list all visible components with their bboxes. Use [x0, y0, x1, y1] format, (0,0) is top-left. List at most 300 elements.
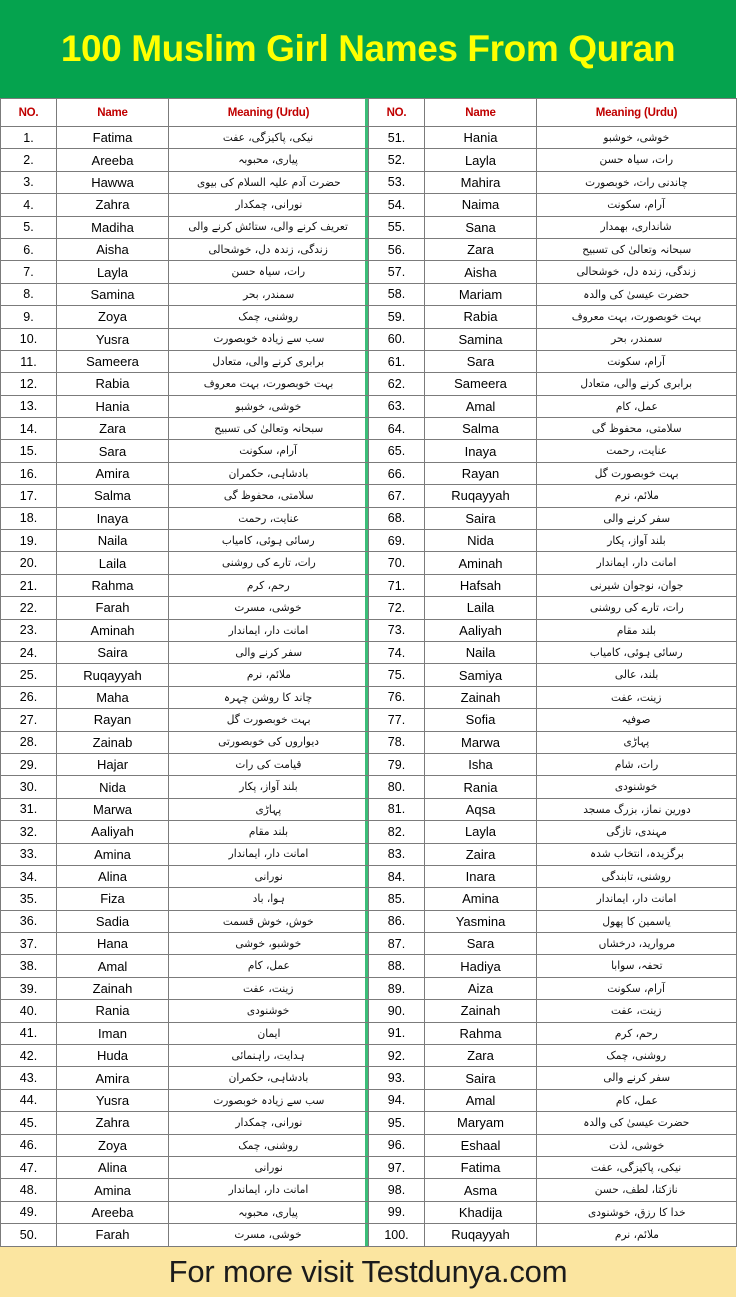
table-row [1, 395, 369, 417]
row-number: 87. [369, 933, 425, 955]
row-number: 90. [369, 1000, 425, 1022]
row-meaning-urdu: حضرت عیسیٰ کی والدہ [537, 283, 737, 305]
row-name: Layla [57, 261, 169, 283]
row-meaning-urdu: سمندر، بحر [537, 328, 737, 350]
row-number: 28. [1, 731, 57, 753]
row-name: Hawwa [57, 171, 169, 193]
table-row [1, 1112, 369, 1134]
row-number: 69. [369, 530, 425, 552]
table-row [369, 306, 737, 328]
table-row [369, 1000, 737, 1022]
row-name: Khadija [425, 1201, 537, 1223]
row-number: 91. [369, 1022, 425, 1044]
row-meaning-urdu: ہدایت، راہنمائی [169, 1045, 369, 1067]
row-meaning-urdu: تحفہ، سوابا [537, 955, 737, 977]
table-row [369, 1022, 737, 1044]
row-name: Sana [425, 216, 537, 238]
row-meaning-urdu: سلامتی، محفوظ گی [169, 485, 369, 507]
row-name: Aiza [425, 977, 537, 999]
row-number: 29. [1, 753, 57, 775]
table-row [369, 731, 737, 753]
row-meaning-urdu: نورانی، چمکدار [169, 1112, 369, 1134]
row-meaning-urdu: مہندی، تازگی [537, 821, 737, 843]
row-number: 79. [369, 753, 425, 775]
table-row [369, 865, 737, 887]
row-name: Sara [57, 440, 169, 462]
table-row [1, 597, 369, 619]
row-name: Fatima [57, 127, 169, 149]
row-name: Saira [57, 641, 169, 663]
row-meaning-urdu: خوشی، خوشبو [537, 127, 737, 149]
row-number: 4. [1, 194, 57, 216]
row-number: 58. [369, 283, 425, 305]
row-name: Inara [425, 865, 537, 887]
row-number: 56. [369, 238, 425, 260]
row-name: Zara [57, 418, 169, 440]
table-row [369, 641, 737, 663]
row-number: 50. [1, 1224, 57, 1246]
row-number: 97. [369, 1156, 425, 1178]
row-number: 33. [1, 843, 57, 865]
table-row [1, 641, 369, 663]
row-name: Naila [57, 530, 169, 552]
table-row [369, 507, 737, 529]
row-name: Marwa [425, 731, 537, 753]
table-header-row [1, 99, 369, 127]
row-meaning-urdu: سفر کرنے والی [537, 1067, 737, 1089]
row-meaning-urdu: رات، شام [537, 753, 737, 775]
row-number: 80. [369, 776, 425, 798]
row-number: 11. [1, 350, 57, 372]
row-number: 3. [1, 171, 57, 193]
row-name: Rabia [57, 373, 169, 395]
row-name: Zainah [425, 686, 537, 708]
row-name: Yusra [57, 1089, 169, 1111]
row-name: Aminah [425, 552, 537, 574]
table-row [369, 955, 737, 977]
row-meaning-urdu: سمندر، بحر [169, 283, 369, 305]
row-number: 41. [1, 1022, 57, 1044]
row-meaning-urdu: بلند آواز، پکار [537, 530, 737, 552]
table-row [369, 1067, 737, 1089]
row-meaning-urdu: روشنی، تابندگی [537, 865, 737, 887]
table-row [369, 709, 737, 731]
table-row [1, 1179, 369, 1201]
row-meaning-urdu: شانداری، بھمدار [537, 216, 737, 238]
row-name: Alina [57, 1156, 169, 1178]
table-row [1, 306, 369, 328]
row-name: Eshaal [425, 1134, 537, 1156]
row-meaning-urdu: حضرت آدم علیہ السلام کی بیوی [169, 171, 369, 193]
row-meaning-urdu: ملائم، نرم [537, 1224, 737, 1246]
row-name: Hania [425, 127, 537, 149]
row-number: 54. [369, 194, 425, 216]
row-meaning-urdu: آرام، سکونت [537, 350, 737, 372]
row-meaning-urdu: قیامت کی رات [169, 753, 369, 775]
title-banner [0, 0, 736, 96]
row-meaning-urdu: نورانی [169, 865, 369, 887]
row-number: 24. [1, 641, 57, 663]
row-number: 12. [1, 373, 57, 395]
row-meaning-urdu: یاسمین کا پھول [537, 910, 737, 932]
row-number: 81. [369, 798, 425, 820]
table-row [369, 888, 737, 910]
table-row [1, 1224, 369, 1246]
row-meaning-urdu: سب سے زیادہ خوبصورت [169, 328, 369, 350]
row-name: Amal [425, 395, 537, 417]
table-row [1, 1134, 369, 1156]
row-meaning-urdu: ملائم، نرم [537, 485, 737, 507]
table-row [369, 1156, 737, 1178]
row-name: Areeba [57, 149, 169, 171]
row-name: Laila [57, 552, 169, 574]
table-row [369, 530, 737, 552]
row-number: 34. [1, 865, 57, 887]
row-name: Huda [57, 1045, 169, 1067]
row-meaning-urdu: عمل، کام [537, 395, 737, 417]
row-meaning-urdu: امانت دار، ایماندار [537, 888, 737, 910]
row-meaning-urdu: پہاڑی [537, 731, 737, 753]
row-number: 8. [1, 283, 57, 305]
row-name: Sameera [57, 350, 169, 372]
table-row [1, 619, 369, 641]
row-name: Zainab [57, 731, 169, 753]
table-row [1, 798, 369, 820]
table-row [369, 373, 737, 395]
table-row [369, 910, 737, 932]
row-meaning-urdu: مروارید، درخشاں [537, 933, 737, 955]
row-meaning-urdu: امانت دار، ایماندار [537, 552, 737, 574]
table-row [1, 485, 369, 507]
row-name: Sara [425, 350, 537, 372]
row-number: 44. [1, 1089, 57, 1111]
row-meaning-urdu: پیاری، محبوبہ [169, 1201, 369, 1223]
row-meaning-urdu: روشنی، چمک [169, 306, 369, 328]
row-meaning-urdu: بلند آواز، پکار [169, 776, 369, 798]
row-number: 95. [369, 1112, 425, 1134]
row-meaning-urdu: رسائی ہوئی، کامیاب [169, 530, 369, 552]
table-row [369, 1134, 737, 1156]
row-number: 52. [369, 149, 425, 171]
row-name: Hajar [57, 753, 169, 775]
row-number: 86. [369, 910, 425, 932]
table-row [1, 1045, 369, 1067]
row-number: 65. [369, 440, 425, 462]
table-row [1, 462, 369, 484]
table-row [1, 350, 369, 372]
row-name: Zainah [425, 1000, 537, 1022]
row-meaning-urdu: پیاری، محبوبہ [169, 149, 369, 171]
row-name: Naima [425, 194, 537, 216]
row-number: 72. [369, 597, 425, 619]
row-meaning-urdu: خوشی، مسرت [169, 597, 369, 619]
row-name: Aaliyah [57, 821, 169, 843]
row-number: 85. [369, 888, 425, 910]
row-number: 6. [1, 238, 57, 260]
row-name: Zainah [57, 977, 169, 999]
table-row [369, 552, 737, 574]
table-row [1, 955, 369, 977]
row-meaning-urdu: سلامتی، محفوظ گی [537, 418, 737, 440]
row-number: 37. [1, 933, 57, 955]
row-number: 25. [1, 664, 57, 686]
row-name: Rahma [425, 1022, 537, 1044]
row-meaning-urdu: آرام، سکونت [537, 977, 737, 999]
row-number: 2. [1, 149, 57, 171]
row-number: 17. [1, 485, 57, 507]
row-name: Layla [425, 149, 537, 171]
row-meaning-urdu: تعریف کرنے والی، ستائش کرنے والی [169, 216, 369, 238]
row-number: 38. [1, 955, 57, 977]
row-name: Naila [425, 641, 537, 663]
row-number: 49. [1, 1201, 57, 1223]
table-row [1, 171, 369, 193]
row-number: 31. [1, 798, 57, 820]
row-meaning-urdu: رحم، کرم [537, 1022, 737, 1044]
row-meaning-urdu: زینت، عفت [169, 977, 369, 999]
table-row [1, 865, 369, 887]
row-meaning-urdu: ملائم، نرم [169, 664, 369, 686]
row-name: Zoya [57, 1134, 169, 1156]
table-row [1, 283, 369, 305]
left-table-half [0, 98, 368, 1247]
row-name: Inaya [425, 440, 537, 462]
table-row [369, 216, 737, 238]
row-meaning-urdu: صوفیہ [537, 709, 737, 731]
row-name: Iman [57, 1022, 169, 1044]
row-name: Rahma [57, 574, 169, 596]
table-row [369, 194, 737, 216]
row-name: Aaliyah [425, 619, 537, 641]
row-name: Farah [57, 1224, 169, 1246]
row-name: Hadiya [425, 955, 537, 977]
table-row [369, 798, 737, 820]
table-row [369, 440, 737, 462]
row-name: Aminah [57, 619, 169, 641]
row-meaning-urdu: آرام، سکونت [169, 440, 369, 462]
table-row [1, 664, 369, 686]
row-meaning-urdu: چاند کا روشن چہرہ [169, 686, 369, 708]
row-number: 77. [369, 709, 425, 731]
row-name: Sofia [425, 709, 537, 731]
row-name: Marwa [57, 798, 169, 820]
row-number: 39. [1, 977, 57, 999]
column-header-meaning: Meaning (Urdu) [169, 99, 369, 127]
row-meaning-urdu: عنایت، رحمت [169, 507, 369, 529]
column-header-name: Name [425, 99, 537, 127]
row-meaning-urdu: خدا کا رزق، خوشنودی [537, 1201, 737, 1223]
row-name: Zahra [57, 1112, 169, 1134]
row-number: 92. [369, 1045, 425, 1067]
row-name: Nida [425, 530, 537, 552]
page-title: 100 Muslim Girl Names From Quran [60, 27, 676, 69]
row-name: Rania [425, 776, 537, 798]
row-name: Rayan [57, 709, 169, 731]
row-number: 61. [369, 350, 425, 372]
row-name: Fatima [425, 1156, 537, 1178]
row-meaning-urdu: خوشی، مسرت [169, 1224, 369, 1246]
row-number: 78. [369, 731, 425, 753]
row-number: 74. [369, 641, 425, 663]
table-row [1, 888, 369, 910]
row-number: 66. [369, 462, 425, 484]
row-name: Hana [57, 933, 169, 955]
table-row [1, 194, 369, 216]
row-number: 36. [1, 910, 57, 932]
row-meaning-urdu: سبحانہ وتعالیٰ کی تسبیح [169, 418, 369, 440]
column-header-name: Name [57, 99, 169, 127]
row-meaning-urdu: ہوا، باد [169, 888, 369, 910]
row-name: Maryam [425, 1112, 537, 1134]
table-row [1, 709, 369, 731]
row-name: Zahra [57, 194, 169, 216]
row-name: Inaya [57, 507, 169, 529]
row-meaning-urdu: خوشبو، خوشی [169, 933, 369, 955]
table-row [369, 574, 737, 596]
table-row [1, 1022, 369, 1044]
row-name: Alina [57, 865, 169, 887]
table-row [369, 821, 737, 843]
row-name: Ruqayyah [425, 1224, 537, 1246]
row-name: Amal [57, 955, 169, 977]
row-name: Aisha [57, 238, 169, 260]
row-name: Aqsa [425, 798, 537, 820]
row-name: Zara [425, 1045, 537, 1067]
row-meaning-urdu: نیکی، پاکیزگی، عفت [169, 127, 369, 149]
row-number: 21. [1, 574, 57, 596]
row-number: 35. [1, 888, 57, 910]
row-name: Samina [425, 328, 537, 350]
table-row [369, 843, 737, 865]
table-row [369, 619, 737, 641]
row-name: Amina [57, 843, 169, 865]
row-meaning-urdu: پہاڑی [169, 798, 369, 820]
table-row [369, 1224, 737, 1246]
row-meaning-urdu: سب سے زیادہ خوبصورت [169, 1089, 369, 1111]
row-number: 13. [1, 395, 57, 417]
row-meaning-urdu: بہت خوبصورت، بہت معروف [537, 306, 737, 328]
row-name: Maha [57, 686, 169, 708]
table-row [369, 328, 737, 350]
row-number: 99. [369, 1201, 425, 1223]
row-name: Laila [425, 597, 537, 619]
table-row [369, 753, 737, 775]
row-meaning-urdu: امانت دار، ایماندار [169, 843, 369, 865]
row-name: Rania [57, 1000, 169, 1022]
row-number: 57. [369, 261, 425, 283]
row-meaning-urdu: عمل، کام [169, 955, 369, 977]
row-meaning-urdu: ایمان [169, 1022, 369, 1044]
table-row [1, 753, 369, 775]
row-meaning-urdu: سبحانہ وتعالیٰ کی تسبیح [537, 238, 737, 260]
row-number: 18. [1, 507, 57, 529]
row-name: Salma [57, 485, 169, 507]
row-number: 96. [369, 1134, 425, 1156]
row-meaning-urdu: بادشاہی، حکمران [169, 1067, 369, 1089]
row-meaning-urdu: زینت، عفت [537, 686, 737, 708]
row-meaning-urdu: سفر کرنے والی [169, 641, 369, 663]
table-row [369, 664, 737, 686]
table-row [1, 418, 369, 440]
table-row [1, 821, 369, 843]
row-meaning-urdu: عنایت، رحمت [537, 440, 737, 462]
row-number: 22. [1, 597, 57, 619]
table-row [369, 238, 737, 260]
row-meaning-urdu: بلند مقام [537, 619, 737, 641]
table-row [1, 507, 369, 529]
row-name: Amina [425, 888, 537, 910]
row-name: Rabia [425, 306, 537, 328]
row-name: Sadia [57, 910, 169, 932]
table-row [1, 686, 369, 708]
table-row [1, 552, 369, 574]
row-name: Saira [425, 507, 537, 529]
row-name: Ruqayyah [57, 664, 169, 686]
row-number: 30. [1, 776, 57, 798]
row-number: 67. [369, 485, 425, 507]
row-meaning-urdu: خوشنودی [169, 1000, 369, 1022]
row-name: Rayan [425, 462, 537, 484]
row-name: Mariam [425, 283, 537, 305]
table-row [369, 350, 737, 372]
row-name: Isha [425, 753, 537, 775]
row-meaning-urdu: زندگی، زندہ دل، خوشحالی [537, 261, 737, 283]
row-number: 75. [369, 664, 425, 686]
table-row [1, 149, 369, 171]
row-number: 32. [1, 821, 57, 843]
row-name: Ruqayyah [425, 485, 537, 507]
column-header-no: NO. [1, 99, 57, 127]
row-name: Salma [425, 418, 537, 440]
right-table-half [368, 98, 736, 1247]
table-row [369, 395, 737, 417]
table-row [1, 1067, 369, 1089]
table-body-right [369, 127, 737, 1247]
row-meaning-urdu: چاندنی رات، خوبصورت [537, 171, 737, 193]
row-number: 27. [1, 709, 57, 731]
row-meaning-urdu: خوش، خوش قسمت [169, 910, 369, 932]
row-number: 53. [369, 171, 425, 193]
column-header-no: NO. [369, 99, 425, 127]
table-row [369, 149, 737, 171]
row-number: 62. [369, 373, 425, 395]
row-meaning-urdu: نورانی [169, 1156, 369, 1178]
table-row [369, 776, 737, 798]
row-name: Fiza [57, 888, 169, 910]
row-meaning-urdu: بلند مقام [169, 821, 369, 843]
table-row [369, 283, 737, 305]
row-number: 7. [1, 261, 57, 283]
row-number: 84. [369, 865, 425, 887]
row-meaning-urdu: خوشی، خوشبو [169, 395, 369, 417]
table-row [369, 1179, 737, 1201]
row-number: 100. [369, 1224, 425, 1246]
row-name: Yasmina [425, 910, 537, 932]
row-number: 60. [369, 328, 425, 350]
row-number: 47. [1, 1156, 57, 1178]
row-number: 51. [369, 127, 425, 149]
row-meaning-urdu: رات، تارے کی روشنی [537, 597, 737, 619]
row-meaning-urdu: خوشی، لذت [537, 1134, 737, 1156]
table-body-left [1, 127, 369, 1247]
row-number: 10. [1, 328, 57, 350]
row-number: 5. [1, 216, 57, 238]
row-number: 98. [369, 1179, 425, 1201]
row-number: 71. [369, 574, 425, 596]
table-row [369, 686, 737, 708]
row-name: Nida [57, 776, 169, 798]
row-number: 93. [369, 1067, 425, 1089]
